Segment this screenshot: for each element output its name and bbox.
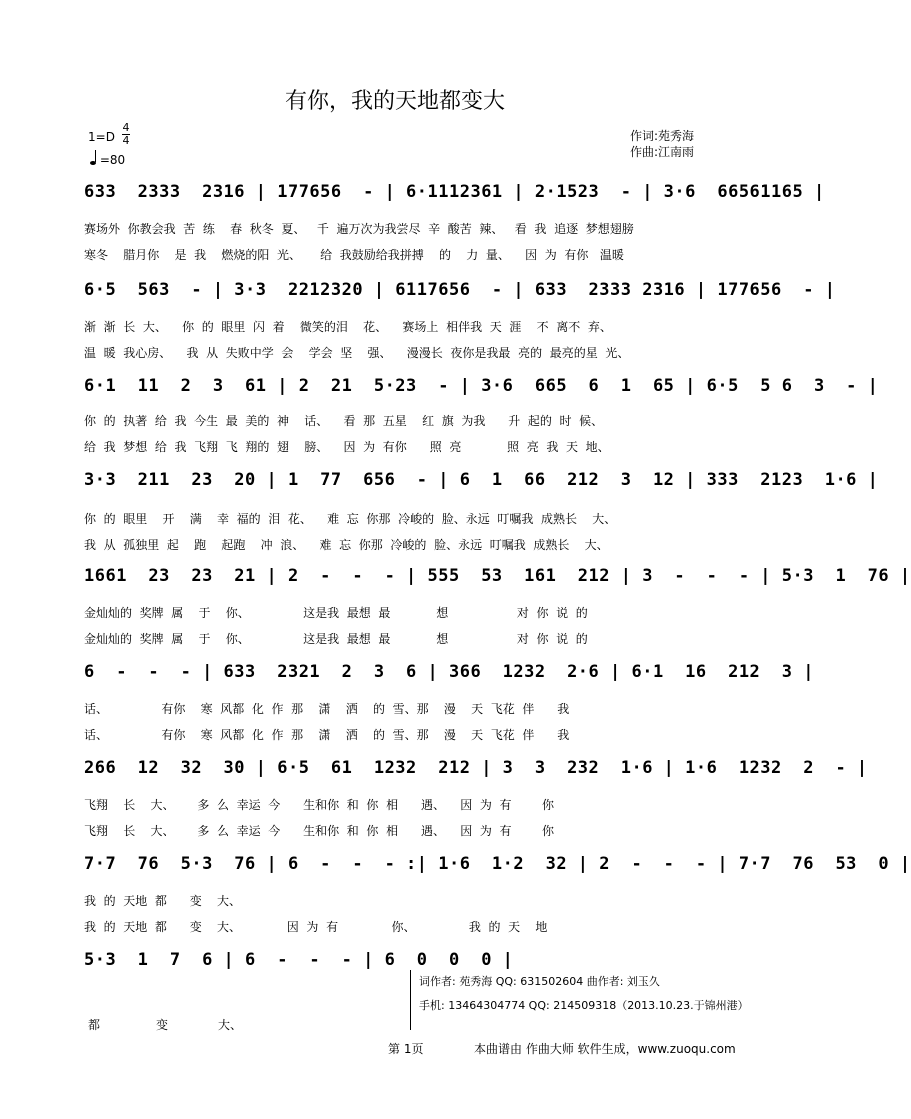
lyric-verse-2: 我 的 天地 都 变 大、 因 为 有 你、 我 的 天 地 bbox=[84, 920, 548, 934]
final-lyric-1: 都 bbox=[88, 1018, 101, 1032]
score-system-9 bbox=[84, 944, 514, 984]
tempo-marking bbox=[90, 152, 125, 167]
score-system-6 bbox=[84, 656, 814, 696]
lyric-verse-1: 你 的 执著 给 我 今生 最 美的 神 话、 看 那 五星 红 旗 为我 升 起的 时 候、 bbox=[84, 414, 604, 428]
lyricist-credit: 作词:苑秀海 bbox=[630, 129, 695, 143]
notation-line: 6·1 11 2 3 61 | 2 21 5·23 - | 3·6 665 6 1 65 | 6·5 5 6 3 - | bbox=[84, 376, 879, 396]
lyric-verse-2: 金灿灿的 奖牌 属 于 你、 这是我 最想 最 想 对 你 说 的 bbox=[84, 632, 588, 646]
notation-line: 5·3 1 7 6 | 6 - - - | 6 0 0 0 | bbox=[84, 950, 514, 970]
notation-line: 6·5 563 - | 3·3 2212320 | 6117656 - | 633 2333 2316 | 177656 - | bbox=[84, 280, 836, 300]
composer-credit: 作曲:江南雨 bbox=[630, 145, 695, 159]
author-line: 词作者: 苑秀海 QQ: 631502604 曲作者: 刘玉久 bbox=[419, 975, 660, 988]
song-title: 有你，我的天地都变大 bbox=[284, 89, 505, 114]
notation-line: 633 2333 2316 | 177656 - | 6·1112361 | 2·1523 - | 3·6 66561165 | bbox=[84, 182, 825, 202]
lyric-verse-2: 我 从 孤独里 起 跑 起跑 冲 浪、 难 忘 你那 冷峻的 脸、永远 叮嘱我 成熟长 大、 bbox=[84, 538, 609, 552]
notation-line: 7·7 76 5·3 76 | 6 - - - :| 1·6 1·2 32 | 2 - - - | 7·7 76 53 0 | bbox=[84, 854, 911, 874]
lyric-verse-2: 寒冬 腊月你 是 我 燃烧的阳 光、 给 我鼓励给我拼搏 的 力 量、 因 为 有你 温暖 bbox=[84, 248, 624, 262]
lyric-verse-1: 金灿灿的 奖牌 属 于 你、 这是我 最想 最 想 对 你 说 的 bbox=[84, 606, 588, 620]
notation-line: 266 12 32 30 | 6·5 61 1232 212 | 3 3 232 1·6 | 1·6 1232 2 - | bbox=[84, 758, 868, 778]
page-number: 第 1页 bbox=[388, 1042, 424, 1056]
score-system-8 bbox=[84, 848, 911, 888]
key-signature: 1=D bbox=[88, 130, 115, 144]
time-bottom: 4 bbox=[122, 134, 130, 147]
time-top: 4 bbox=[122, 121, 130, 134]
generator-note: 本曲谱由 作曲大师 软件生成，www.zuoqu.com bbox=[474, 1042, 736, 1056]
lyric-verse-1: 你 的 眼里 开 满 幸 福的 泪 花、 难 忘 你那 冷峻的 脸、永远 叮嘱我 成熟长 大、 bbox=[84, 512, 617, 526]
lyric-verse-2: 给 我 梦想 给 我 飞翔 飞 翔的 翅 膀、 因 为 有你 照 亮 照 亮 我 天 地、 bbox=[84, 440, 610, 454]
final-lyric-2: 变 bbox=[156, 1018, 169, 1032]
tempo-value: =80 bbox=[99, 153, 126, 167]
quarter-note-icon bbox=[90, 150, 96, 162]
score-system-5 bbox=[84, 560, 911, 600]
lyric-verse-1: 飞翔 长 大、 多 么 幸运 今 生和你 和 你 相 遇、 因 为 有 你 bbox=[84, 798, 554, 812]
score-system-3 bbox=[84, 370, 879, 410]
lyric-verse-1: 渐 渐 长 大、 你 的 眼里 闪 着 微笑的泪 花、 赛场上 相伴我 天 涯 不 离不 弃、 bbox=[84, 320, 612, 334]
lyric-verse-1: 话、 有你 寒 风都 化 作 那 潇 洒 的 雪、那 漫 天 飞花 伴 我 bbox=[84, 702, 570, 716]
contact-line: 手机: 13464304774 QQ: 214509318（2013.10.23.于锦州港） bbox=[419, 999, 749, 1012]
lyric-verse-2: 飞翔 长 大、 多 么 幸运 今 生和你 和 你 相 遇、 因 为 有 你 bbox=[84, 824, 554, 838]
credits bbox=[630, 128, 694, 160]
score-system-2 bbox=[84, 274, 836, 314]
lyric-verse-1: 我 的 天地 都 变 大、 bbox=[84, 894, 242, 908]
time-signature bbox=[122, 122, 130, 147]
score-system-7 bbox=[84, 752, 868, 792]
final-lyric-3: 大、 bbox=[218, 1018, 243, 1032]
notation-line: 6 - - - | 633 2321 2 3 6 | 366 1232 2·6 | 6·1 16 212 3 | bbox=[84, 662, 814, 682]
notation-line: 1661 23 23 21 | 2 - - - | 555 53 161 212 | 3 - - - | 5·3 1 76 | bbox=[84, 566, 911, 586]
score-system-4 bbox=[84, 464, 879, 504]
lyric-verse-1: 赛场外 你教会我 苦 练 春 秋冬 夏、 千 遍万次为我尝尽 辛 酸苦 辣、 看 我 追逐 梦想翅膀 bbox=[84, 222, 634, 236]
notation-line: 3·3 211 23 20 | 1 77 656 - | 6 1 66 212 3 12 | 333 2123 1·6 | bbox=[84, 470, 879, 490]
score-system-1 bbox=[84, 176, 825, 216]
lyric-verse-2: 话、 有你 寒 风都 化 作 那 潇 洒 的 雪、那 漫 天 飞花 伴 我 bbox=[84, 728, 570, 742]
lyric-verse-2: 温 暖 我心房、 我 从 失败中学 会 学会 坚 强、 漫漫长 夜你是我最 亮的 最亮的星 光、 bbox=[84, 346, 630, 360]
author-info bbox=[410, 970, 749, 1030]
